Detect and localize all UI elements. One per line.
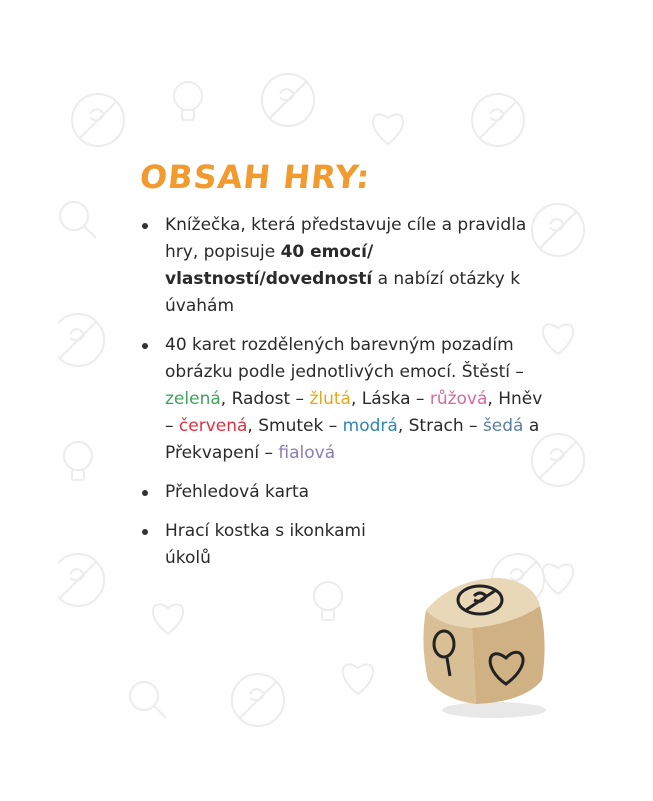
dash: –: [509, 362, 524, 382]
list-item-dice: [140, 518, 395, 572]
dice-image: [414, 572, 554, 722]
emotion-name: Radost: [231, 389, 291, 409]
separator: a: [523, 416, 540, 436]
emotion-name: Štěstí: [461, 362, 510, 382]
emotion-color: šedá: [482, 416, 524, 436]
dash: –: [165, 416, 179, 436]
dash: –: [323, 416, 343, 436]
dash: –: [290, 389, 310, 409]
emotion-color: fialová: [278, 443, 336, 463]
emotion-color: zelená: [165, 389, 221, 409]
overview-card-text: Přehledová karta: [165, 482, 310, 502]
emotion-color: červená: [178, 416, 248, 436]
booklet-text-1: Knížečka, která představuje cíle a pravidla hry, popisuje: [165, 215, 527, 262]
emotion-color: žlutá: [309, 389, 351, 409]
separator: ,: [220, 389, 232, 409]
separator: ,: [350, 389, 362, 409]
list-item-cards: [140, 332, 550, 467]
booklet-text-bold: 40 emocí/ vlastností/dovedností: [165, 242, 374, 289]
emotion-name: Láska: [361, 389, 411, 409]
separator: ,: [487, 389, 499, 409]
list-item-overview-card: [140, 479, 550, 506]
dice-text: Hrací kostka s ikonkami úkolů: [165, 521, 366, 568]
cards-intro: 40 karet rozdělených barevným pozadím obrázku podle jednotlivých emocí.: [165, 335, 514, 382]
emotion-name: Smutek: [258, 416, 324, 436]
emotion-name: Strach: [408, 416, 464, 436]
emotion-color: růžová: [429, 389, 488, 409]
separator: ,: [397, 416, 409, 436]
emotion-name: Překvapení: [165, 443, 260, 463]
list-item-booklet: [140, 212, 550, 320]
dash: –: [410, 389, 430, 409]
separator: ,: [247, 416, 259, 436]
dash: –: [259, 443, 279, 463]
page-title: OBSAH HRY:: [138, 158, 373, 196]
contents-list: [140, 212, 550, 584]
emotion-name: Hněv: [498, 389, 543, 409]
booklet-text-2: a nabízí otázky k úvahám: [165, 269, 521, 316]
emotion-color: modrá: [342, 416, 398, 436]
dash: –: [463, 416, 483, 436]
